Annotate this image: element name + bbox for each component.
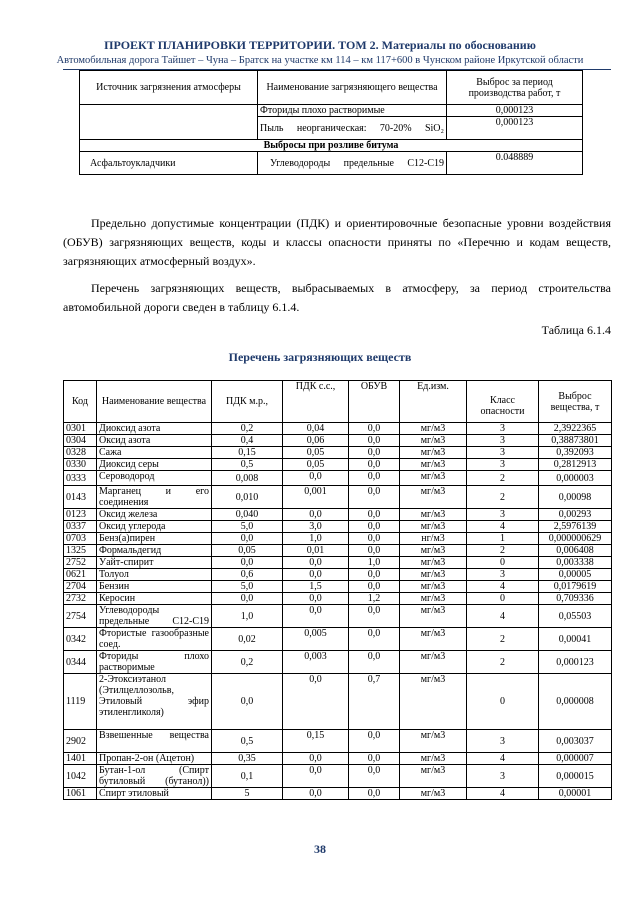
cell-unit: нг/м3 <box>400 533 467 545</box>
cell-obuv: 0,0 <box>349 605 400 628</box>
cell-obuv: 0,0 <box>349 423 400 435</box>
cell-emission: 0,00001 <box>539 788 612 800</box>
cell-obuv: 0,0 <box>349 651 400 674</box>
cell-emission: 0,000007 <box>539 753 612 765</box>
cell-class: 3 <box>467 730 539 753</box>
cell-name: Фториды плохо растворимые <box>97 651 212 674</box>
cell-pdk-ss: 0,0 <box>283 593 349 605</box>
cell-emission: 0,00005 <box>539 569 612 581</box>
cell-emission: 0,00041 <box>539 628 612 651</box>
table-row <box>64 533 612 545</box>
cell-unit: мг/м3 <box>400 605 467 628</box>
cell-unit: мг/м3 <box>400 557 467 569</box>
cell-pdk-mr: 0,1 <box>212 765 283 788</box>
header-obuv: ОБУВ <box>349 381 400 423</box>
cell-unit: мг/м3 <box>400 628 467 651</box>
document-header-title: ПРОЕКТ ПЛАНИРОВКИ ТЕРРИТОРИИ. ТОМ 2. Материалы по обоснованию <box>104 38 536 52</box>
cell-class: 3 <box>467 569 539 581</box>
cell-unit: мг/м3 <box>400 423 467 435</box>
cell-code: 0342 <box>64 628 97 651</box>
cell-code: 0621 <box>64 569 97 581</box>
cell-class: 2 <box>467 471 539 486</box>
cell-pdk-mr: 0,040 <box>212 509 283 521</box>
cell-emission: 0,000000629 <box>539 533 612 545</box>
cell-class: 2 <box>467 651 539 674</box>
cell-obuv: 1,0 <box>349 557 400 569</box>
cell-unit: мг/м3 <box>400 765 467 788</box>
table-row <box>64 593 612 605</box>
cell-class: 4 <box>467 581 539 593</box>
table-row <box>64 459 612 471</box>
table1-header-source: Источник загрязнения атмосферы <box>80 71 258 105</box>
cell-class: 4 <box>467 753 539 765</box>
cell-name: Сажа <box>97 447 212 459</box>
cell-code: 1401 <box>64 753 97 765</box>
cell-pdk-ss: 1,5 <box>283 581 349 593</box>
cell-unit: мг/м3 <box>400 581 467 593</box>
cell-code: 0337 <box>64 521 97 533</box>
cell-name: Пропан-2-он (Ацетон) <box>97 753 212 765</box>
table-row <box>64 447 612 459</box>
table-row <box>64 788 612 800</box>
table-row <box>64 674 612 730</box>
cell-pdk-ss: 0,01 <box>283 545 349 557</box>
cell-emission: 0,006408 <box>539 545 612 557</box>
cell-obuv: 0,0 <box>349 509 400 521</box>
cell-code: 0304 <box>64 435 97 447</box>
cell-pdk-mr: 5 <box>212 788 283 800</box>
table1-substance: Углеводороды предельные С12-С19 <box>258 152 447 175</box>
cell-obuv: 0,0 <box>349 788 400 800</box>
cell-emission: 2,3922365 <box>539 423 612 435</box>
cell-obuv: 0,0 <box>349 447 400 459</box>
table-row <box>64 471 612 486</box>
header-pdk-ss: ПДК с.с., <box>283 381 349 423</box>
cell-pdk-mr: 5,0 <box>212 521 283 533</box>
cell-unit: мг/м3 <box>400 593 467 605</box>
cell-obuv: 0,0 <box>349 765 400 788</box>
cell-unit: мг/м3 <box>400 788 467 800</box>
table-row <box>64 765 612 788</box>
cell-emission: 0,003037 <box>539 730 612 753</box>
cell-pdk-ss: 0,001 <box>283 486 349 509</box>
cell-name: Оксид азота <box>97 435 212 447</box>
cell-pdk-mr: 0,5 <box>212 459 283 471</box>
cell-unit: мг/м3 <box>400 471 467 486</box>
cell-obuv: 0,0 <box>349 581 400 593</box>
cell-class: 0 <box>467 674 539 730</box>
cell-pdk-ss: 0,0 <box>283 753 349 765</box>
table-row <box>64 569 612 581</box>
cell-pdk-ss: 0,003 <box>283 651 349 674</box>
cell-unit: мг/м3 <box>400 730 467 753</box>
cell-name: Уайт-спирит <box>97 557 212 569</box>
paragraph-pdk: Предельно допустимые концентрации (ПДК) и ориентировочные безопасные уровни воздействия (ОБУВ) загрязняющих веществ, коды и классы опасности приняты по «Перечню и кодам веществ, загрязняющих атмосферный воздух». <box>63 216 611 268</box>
cell-obuv: 0,0 <box>349 753 400 765</box>
cell-pdk-mr: 0,35 <box>212 753 283 765</box>
table-row <box>64 605 612 628</box>
table1-value: 0.048889 <box>447 152 583 175</box>
cell-emission: 0,000003 <box>539 471 612 486</box>
cell-name: Диоксид серы <box>97 459 212 471</box>
table-row <box>64 486 612 509</box>
cell-pdk-ss: 0,0 <box>283 605 349 628</box>
cell-unit: мг/м3 <box>400 545 467 557</box>
document-header-subtitle: Автомобильная дорога Тайшет – Чуна – Братск на участке км 114 – км 117+600 в Чунском районе Иркутской области <box>56 55 584 66</box>
cell-name: Толуол <box>97 569 212 581</box>
cell-obuv: 0,0 <box>349 471 400 486</box>
cell-unit: мг/м3 <box>400 753 467 765</box>
cell-unit: мг/м3 <box>400 521 467 533</box>
cell-emission: 0,392093 <box>539 447 612 459</box>
table-row <box>64 509 612 521</box>
cell-pdk-mr: 0,05 <box>212 545 283 557</box>
cell-pdk-ss: 0,005 <box>283 628 349 651</box>
table-row <box>64 730 612 753</box>
cell-pdk-ss: 0,04 <box>283 423 349 435</box>
table-row <box>64 557 612 569</box>
cell-emission: 0,2812913 <box>539 459 612 471</box>
cell-pdk-ss: 0,0 <box>283 509 349 521</box>
cell-pdk-ss: 0,0 <box>283 788 349 800</box>
cell-pdk-mr: 1,0 <box>212 605 283 628</box>
cell-pdk-mr: 0,0 <box>212 533 283 545</box>
cell-code: 0123 <box>64 509 97 521</box>
cell-code: 1042 <box>64 765 97 788</box>
cell-name: Бутан-1-ол (Спирт бутиловый (бутанол)) <box>97 765 212 788</box>
cell-code: 0143 <box>64 486 97 509</box>
cell-pdk-mr: 0,5 <box>212 730 283 753</box>
cell-class: 4 <box>467 788 539 800</box>
cell-emission: 0,05503 <box>539 605 612 628</box>
cell-pdk-mr: 0,15 <box>212 447 283 459</box>
cell-code: 0330 <box>64 459 97 471</box>
cell-pdk-mr: 0,4 <box>212 435 283 447</box>
cell-emission: 0,0179619 <box>539 581 612 593</box>
table-row <box>64 435 612 447</box>
cell-pdk-mr: 0,2 <box>212 651 283 674</box>
cell-class: 3 <box>467 435 539 447</box>
cell-unit: мг/м3 <box>400 509 467 521</box>
cell-class: 3 <box>467 423 539 435</box>
cell-code: 0333 <box>64 471 97 486</box>
cell-obuv: 0,7 <box>349 674 400 730</box>
cell-pdk-ss: 0,0 <box>283 569 349 581</box>
table-row <box>64 628 612 651</box>
table-row <box>80 105 583 117</box>
cell-pdk-mr: 0,0 <box>212 674 283 730</box>
cell-name: Сероводород <box>97 471 212 486</box>
cell-obuv: 1,2 <box>349 593 400 605</box>
cell-code: 2752 <box>64 557 97 569</box>
cell-pdk-ss: 0,0 <box>283 471 349 486</box>
cell-obuv: 0,0 <box>349 545 400 557</box>
table-number: Таблица 6.1.4 <box>541 323 611 337</box>
header-pdk-mr: ПДК м.р., <box>212 381 283 423</box>
table1-header-substance: Наименование загрязняющего вещества <box>258 71 447 105</box>
cell-class: 3 <box>467 447 539 459</box>
cell-class: 2 <box>467 545 539 557</box>
table-caption: Перечень загрязняющих веществ <box>228 350 412 364</box>
cell-pdk-ss: 3,0 <box>283 521 349 533</box>
cell-emission: 0,00293 <box>539 509 612 521</box>
cell-emission: 0,000015 <box>539 765 612 788</box>
cell-emission: 0,003338 <box>539 557 612 569</box>
cell-pdk-ss: 0,15 <box>283 730 349 753</box>
cell-class: 0 <box>467 593 539 605</box>
cell-code: 1325 <box>64 545 97 557</box>
cell-pdk-mr: 5,0 <box>212 581 283 593</box>
cell-name: Марганец и его соединения <box>97 486 212 509</box>
cell-obuv: 0,0 <box>349 628 400 651</box>
cell-name: Взвешенные вещества <box>97 730 212 753</box>
cell-emission: 0,00098 <box>539 486 612 509</box>
cell-name: Углеводороды предельные С12-С19 <box>97 605 212 628</box>
table-row <box>64 651 612 674</box>
cell-code: 0344 <box>64 651 97 674</box>
cell-obuv: 0,0 <box>349 459 400 471</box>
cell-pdk-ss: 0,06 <box>283 435 349 447</box>
cell-name: Бенз(а)пирен <box>97 533 212 545</box>
table-row <box>64 545 612 557</box>
cell-code: 0703 <box>64 533 97 545</box>
pollutants-table <box>63 380 612 800</box>
cell-pdk-mr: 0,0 <box>212 557 283 569</box>
emissions-table <box>79 70 583 175</box>
cell-pdk-mr: 0,0 <box>212 593 283 605</box>
cell-unit: мг/м3 <box>400 569 467 581</box>
cell-pdk-ss: 0,05 <box>283 447 349 459</box>
table1-substance: Фториды плохо растворимые <box>258 105 447 117</box>
cell-obuv: 0,0 <box>349 569 400 581</box>
cell-pdk-mr: 0,2 <box>212 423 283 435</box>
cell-name: Керосин <box>97 593 212 605</box>
cell-code: 1061 <box>64 788 97 800</box>
cell-class: 4 <box>467 605 539 628</box>
table1-value: 0,000123 <box>447 105 583 117</box>
cell-emission: 2,5976139 <box>539 521 612 533</box>
cell-pdk-ss: 0,05 <box>283 459 349 471</box>
cell-name: Диоксид азота <box>97 423 212 435</box>
table-row <box>64 753 612 765</box>
cell-obuv: 0,0 <box>349 730 400 753</box>
cell-pdk-mr: 0,008 <box>212 471 283 486</box>
header-emission: Выброс вещества, т <box>539 381 612 423</box>
cell-obuv: 0,0 <box>349 435 400 447</box>
cell-unit: мг/м3 <box>400 447 467 459</box>
cell-pdk-ss: 0,0 <box>283 557 349 569</box>
cell-unit: мг/м3 <box>400 651 467 674</box>
cell-obuv: 0,0 <box>349 486 400 509</box>
cell-class: 3 <box>467 509 539 521</box>
cell-code: 2754 <box>64 605 97 628</box>
cell-class: 4 <box>467 521 539 533</box>
cell-pdk-ss: 0,0 <box>283 765 349 788</box>
header-unit: Ед.изм. <box>400 381 467 423</box>
table-row <box>64 423 612 435</box>
table-row <box>80 152 583 175</box>
cell-name: Оксид железа <box>97 509 212 521</box>
cell-name: Бензин <box>97 581 212 593</box>
header-code: Код <box>64 381 97 423</box>
table-row <box>64 581 612 593</box>
cell-name: Оксид углерода <box>97 521 212 533</box>
table1-source-cell <box>80 105 258 140</box>
table1-value: 0,000123 <box>447 117 583 140</box>
cell-pdk-ss: 0,0 <box>283 674 349 730</box>
cell-name: Формальдегид <box>97 545 212 557</box>
cell-class: 0 <box>467 557 539 569</box>
cell-emission: 0,000123 <box>539 651 612 674</box>
cell-pdk-mr: 0,010 <box>212 486 283 509</box>
cell-code: 0301 <box>64 423 97 435</box>
cell-class: 2 <box>467 486 539 509</box>
cell-class: 3 <box>467 459 539 471</box>
cell-emission: 0,000008 <box>539 674 612 730</box>
cell-emission: 0,38873801 <box>539 435 612 447</box>
cell-code: 2902 <box>64 730 97 753</box>
cell-obuv: 0,0 <box>349 521 400 533</box>
header-name: Наименование вещества <box>97 381 212 423</box>
table1-header-emission: Выброс за период производства работ, т <box>447 71 583 105</box>
table1-substance: Пыль неорганическая: 70-20% SiO₂ <box>258 117 447 140</box>
cell-code: 1119 <box>64 674 97 730</box>
table-row <box>64 521 612 533</box>
cell-pdk-mr: 0,6 <box>212 569 283 581</box>
cell-obuv: 0,0 <box>349 533 400 545</box>
paragraph-list: Перечень загрязняющих веществ, выбрасываемых в атмосферу, за период строительства автомобильной дороги сведен в таблицу 6.1.4. <box>63 281 611 314</box>
cell-name: Спирт этиловый <box>97 788 212 800</box>
cell-class: 2 <box>467 628 539 651</box>
table1-section-title: Выбросы при розливе битума <box>80 140 583 152</box>
cell-unit: мг/м3 <box>400 459 467 471</box>
page-number: 38 <box>314 842 326 856</box>
cell-unit: мг/м3 <box>400 486 467 509</box>
header-class: Класс опасности <box>467 381 539 423</box>
table1-source: Асфальтоукладчики <box>80 152 258 175</box>
cell-code: 2732 <box>64 593 97 605</box>
cell-name: 2-Этоксиэтанол (Этилцеллозольв, Этиловый эфир этиленгликоля) <box>97 674 212 730</box>
cell-pdk-ss: 1,0 <box>283 533 349 545</box>
cell-emission: 0,709336 <box>539 593 612 605</box>
cell-code: 2704 <box>64 581 97 593</box>
cell-name: Фтористые газообразные соед. <box>97 628 212 651</box>
cell-class: 1 <box>467 533 539 545</box>
cell-pdk-mr: 0,02 <box>212 628 283 651</box>
cell-code: 0328 <box>64 447 97 459</box>
cell-class: 3 <box>467 765 539 788</box>
cell-unit: мг/м3 <box>400 435 467 447</box>
cell-unit: мг/м3 <box>400 674 467 730</box>
